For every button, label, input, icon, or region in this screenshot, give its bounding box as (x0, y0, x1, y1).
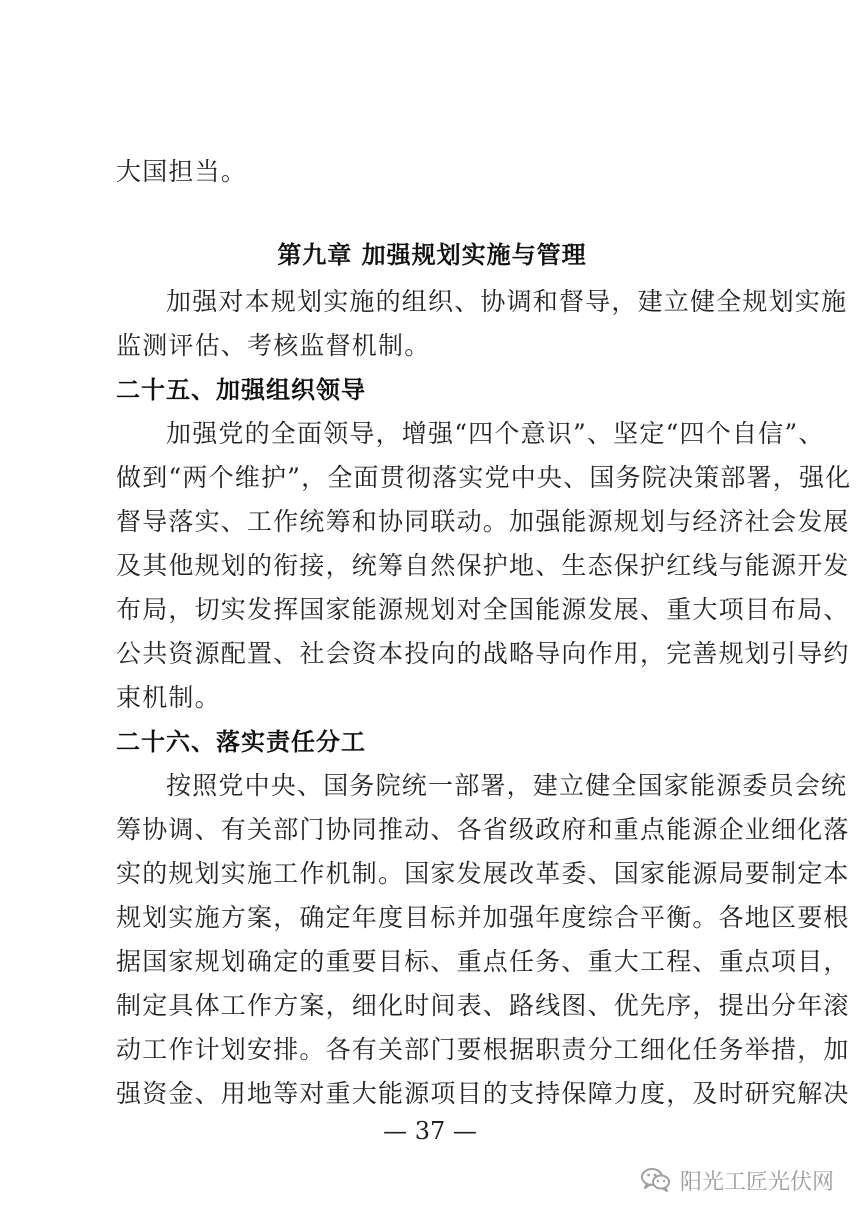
section-26-line-1: 按照党中央、国务院统一部署，建立健全国家能源委员会统 (166, 771, 848, 800)
section-25-line-2: 做到“两个维护”，全面贯彻落实党中央、国务院决策部署，强化 (116, 463, 852, 492)
section-25-line-4: 及其他规划的衔接，统筹自然保护地、生态保护红线与能源开发 (116, 551, 850, 580)
section-26-line-4: 规划实施方案，确定年度目标并加强年度综合平衡。各地区要根 (116, 903, 850, 932)
top-fragment-line: 大国担当。 (116, 157, 248, 186)
watermark-text: 阳光工匠光伏网 (680, 1169, 835, 1195)
intro-line-1: 加强对本规划实施的组织、协调和督导，建立健全规划实施 (166, 287, 848, 316)
section-26-line-6: 制定具体工作方案，细化时间表、路线图、优先序，提出分年滚 (116, 991, 850, 1020)
section-heading-25: 二十五、加强组织领导 (116, 376, 366, 404)
section-26-line-5: 据国家规划确定的重要目标、重点任务、重大工程、重点项目， (116, 947, 850, 976)
section-26-line-2: 筹协调、有关部门协同推动、各省级政府和重点能源企业细化落 (116, 815, 850, 844)
section-25-line-6: 公共资源配置、社会资本投向的战略导向作用，完善规划引导约 (116, 639, 850, 668)
section-26-line-7: 动工作计划安排。各有关部门要根据职责分工细化任务举措，加 (116, 1035, 850, 1064)
wechat-icon (640, 1166, 672, 1194)
chapter-title: 第九章 加强规划实施与管理 (277, 241, 587, 269)
section-25-line-5: 布局，切实发挥国家能源规划对全国能源发展、重大项目布局、 (116, 595, 850, 624)
section-26-line-3: 实的规划实施工作机制。国家发展改革委、国家能源局要制定本 (116, 859, 850, 888)
section-heading-26: 二十六、落实责任分工 (116, 728, 366, 756)
watermark (640, 1160, 845, 1200)
page-number: — 37 — (383, 1117, 477, 1145)
intro-line-2: 监测评估、考核监督机制。 (116, 331, 431, 360)
section-25-line-7: 束机制。 (116, 683, 221, 712)
section-25-line-3: 督导落实、工作统筹和协同联动。加强能源规划与经济社会发展 (116, 507, 850, 536)
section-25-line-1: 加强党的全面领导，增强“四个意识”、坚定“四个自信”、 (166, 419, 825, 448)
section-26-line-8: 强资金、用地等对重大能源项目的支持保障力度，及时研究解决 (116, 1079, 850, 1108)
